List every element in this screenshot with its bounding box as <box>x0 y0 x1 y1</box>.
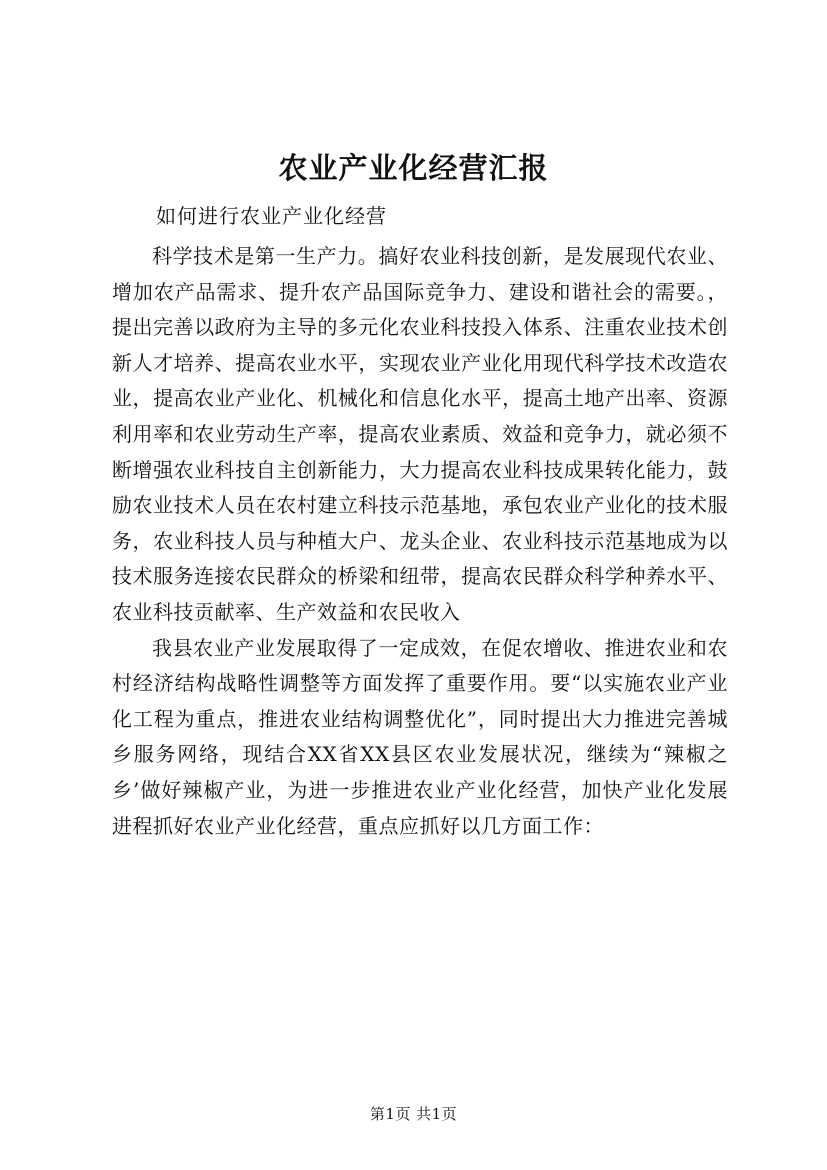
page-number-footer: 第1页 共1页 <box>369 1105 458 1123</box>
document-body <box>112 239 728 844</box>
document-subtitle: 如何进行农业产业化经营 <box>156 204 387 228</box>
body-paragraph-1: 科学技术是第一生产力。搞好农业科技创新，是发展现代农业、增加农产品需求、提升农产品国际竞争力、建设和谐社会的需要。，提出完善以政府为主导的多元化农业科技投入体系、注重农业技术创新人才培养、提高农业水平，实现农业产业化用现代科学技术改造农业，提高农业产业化、机械化和信息化水平，提高土地产出率、资源利用率和农业劳动生产率，提高农业素质、效益和竞争力，就必须不断增强农业科技自主创新能力，大力提高农业科技成果转化能力，鼓励农业技术人员在农村建立科技示范基地，承包农业产业化的技术服务，农业科技人员与种植大户、龙头企业、农业科技示范基地成为以技术服务连接农民群众的桥梁和纽带，提高农民群众科学种养水平、农业科技贡献率、生产效益和农民收入 <box>112 244 728 624</box>
body-paragraph-2: 我县农业产业发展取得了一定成效，在促农增收、推进农业和农村经济结构战略性调整等方面发挥了重要作用。要“以实施农业产业化工程为重点，推进农业结构调整优化”，同时提出大力推进完善城乡服务网络，现结合XX省XX县区农业发展状况，继续为“辣椒之乡’做好辣椒产业，为进一步推进农业产业化经营，加快产业化发展进程抓好农业产业化经营，重点应抓好以几方面工作： <box>112 635 728 838</box>
document-title: 农业产业化经营汇报 <box>278 151 549 185</box>
